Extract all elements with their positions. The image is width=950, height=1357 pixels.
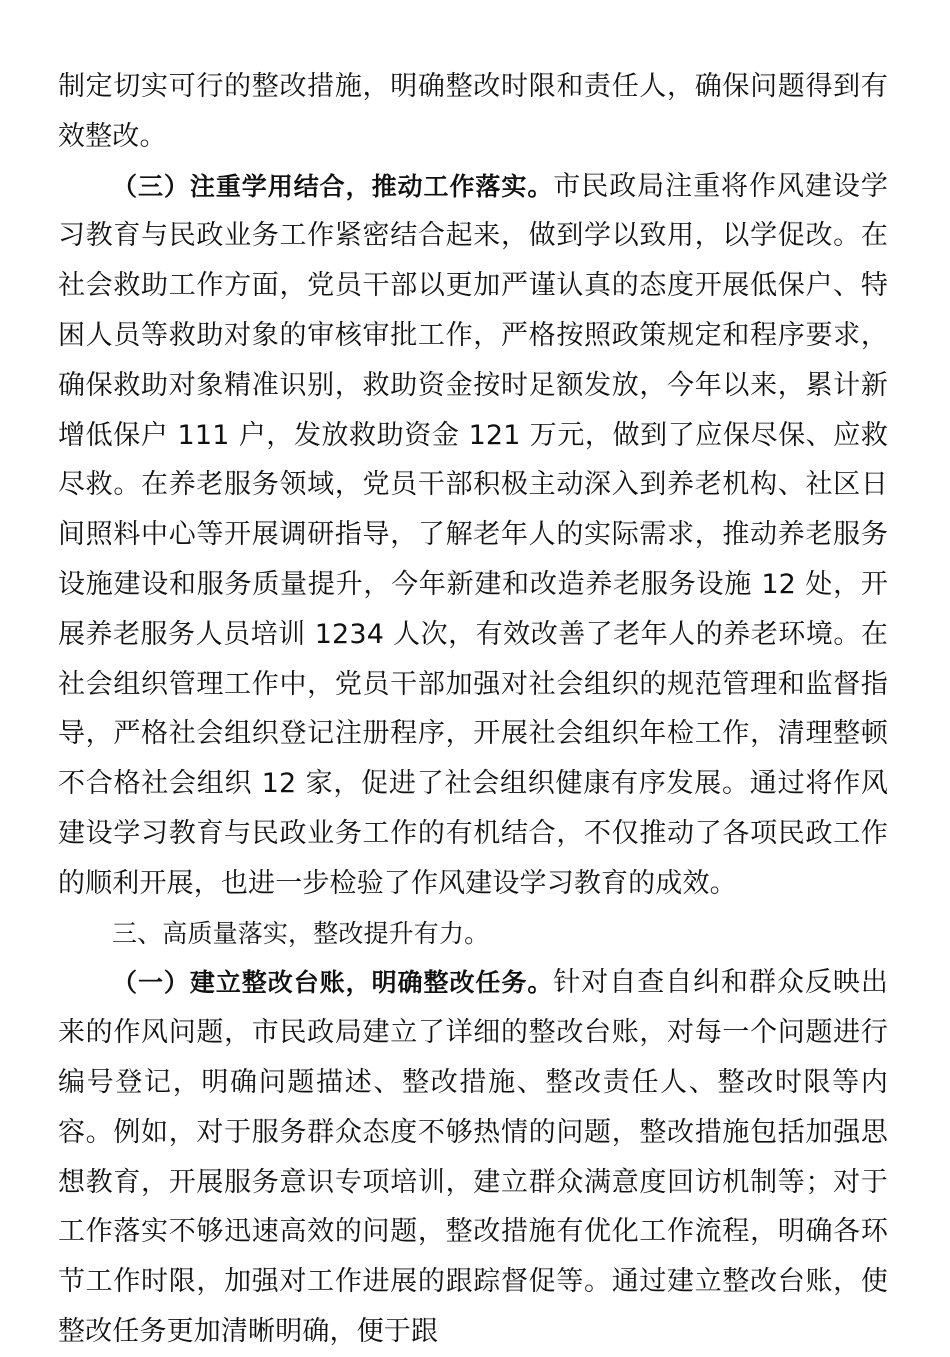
subheading-title: （三）注重学用结合，推动工作落实。 — [112, 171, 554, 201]
paragraph-text: 制定切实可行的整改措施，明确整改时限和责任人，确保问题得到有效整改。 — [58, 71, 888, 152]
subheading-title: （一）建立整改台账，明确整改任务。 — [112, 968, 554, 998]
paragraph-text: 针对自查自纠和群众反映出来的作风问题，市民政局建立了详细的整改台账，对每一个问题进行编号登记，明确问题描述、整改措施、整改责任人、整改时限等内容。例如，对于服务群众态度不够热情的问题，整改措施包括加强思想教育，开展服务意识专项培训，建立群众满意度回访机制等；对于工作落实不够迅速高效的问题，整改措施有优化工作流程，明确各环节工作时限，加强对工作进展的跟踪督促等。通过建立整改台账，使整改任务更加清晰明确，便于跟 — [58, 967, 888, 1347]
paragraph-subheading-1 — [58, 958, 888, 1356]
section-heading — [58, 909, 888, 959]
paragraph-continuation — [58, 62, 888, 162]
paragraph-text: 市民政局注重将作风建设学习教育与民政业务工作紧密结合起来，做到学以致用，以学促改。在社会救助工作方面，党员干部以更加严谨认真的态度开展低保户、特困人员等救助对象的审核审批工作，严格按照政策规定和程序要求，确保救助对象精准识别，救助资金按时足额发放，今年以来，累计新增低保户 111 户，发放救助资金 121 万元，做到了应保尽保、应救尽救。在养老服务领域，党员干部积极主动深入到养老机构、社区日间照料中心等开展调研指导，了解老年人的实际需求，推动养老服务设施建设和服务质量提升，今年新建和改造养老服务设施 12 处，开展养老服务人员培训 1234 人次，有效改善了老年人的养老环境。在社会组织管理工作中，党员干部加强对社会组织的规范管理和监督指导，严格社会组织登记注册程序，开展社会组织年检工作，清理整顿不合格社会组织 12 家，促进了社会组织健康有序发展。通过将作风建设学习教育与民政业务工作的有机结合，不仅推动了各项民政工作的顺利开展，也进一步检验了作风建设学习教育的成效。 — [58, 170, 888, 899]
section-title: 三、高质量落实，整改提升有力。 — [112, 918, 490, 948]
document-page — [58, 62, 888, 1357]
paragraph-subheading-3 — [58, 162, 888, 909]
